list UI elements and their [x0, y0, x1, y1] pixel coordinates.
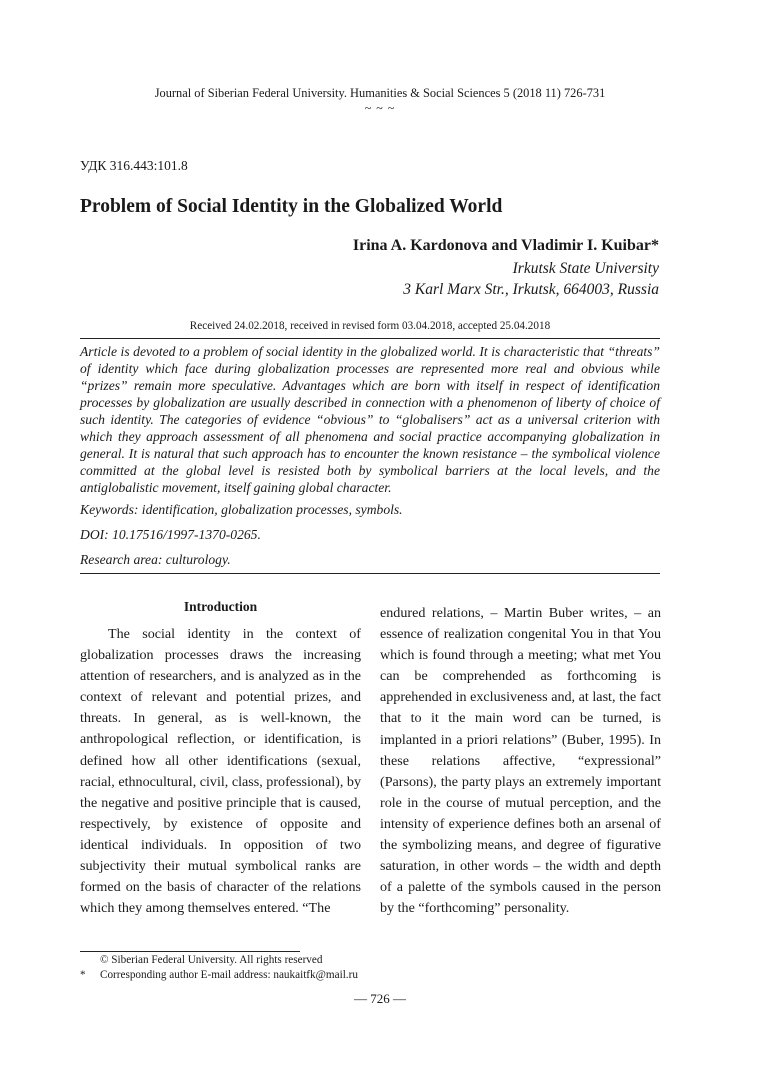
section-heading-introduction: Introduction — [183, 599, 258, 614]
intro-paragraph-continued: endured relations, – Martin Buber writes, – an essence of realization congenital You in that You which is found through a meeting; what met You can be comprehended as forthcoming is apprehended in exclusiveness and, at last, the fact that to it the main word can be turned, is implanted in a priori relations” (Buber, 1995). In these relations affective, “expressional” (Parsons), the party plays an extremely important role in the course of mutual perception, and the intensity of experience defines both an arsenal of the symbolizing means, and degree of figurative saturation, in other words – the width and depth of a palette of the symbols caused in the person by the “forthcoming” personality. — [380, 605, 661, 917]
keywords: Keywords: identification, globalization processes, symbols. — [80, 502, 403, 517]
abstract-top-rule — [80, 338, 660, 339]
affiliation — [403, 258, 659, 300]
research-area: Research area: culturology. — [80, 552, 231, 567]
footnote-star: * — [80, 969, 86, 981]
footnote-corresponding-author: Corresponding author E-mail address: naukaitfk@mail.ru — [100, 969, 358, 981]
received-dates: Received 24.02.2018, received in revised form 03.04.2018, accepted 25.04.2018 — [189, 320, 551, 332]
page-number: — 726 — — [354, 991, 406, 1006]
intro-paragraph: The social identity in the context of globalization processes draws the increasing attention of researchers, and is analyzed as in the context of relevant and potential prizes, and threats. In general, as is well-known, the anthropological reflection, or identification, is defined how all other identifications (sexual, racial, ethnocultural, civil, class, professional), by the negative and positive principle that is caused, respectively, by existence of opposite and identical individuals. In opposition of two subjectivity their mutual symbolical ranks are formed on the basis of character of the relations which they among themselves entered. “The — [80, 626, 362, 917]
affiliation-address: 3 Karl Marx Str., Irkutsk, 664003, Russia — [403, 281, 659, 298]
footnote-rule — [80, 951, 300, 952]
doi: DOI: 10.17516/1997-1370-0265. — [80, 527, 261, 542]
abstract: Article is devoted to a problem of social identity in the globalized world. It is characteristic that “threats” of identity which face during globalization processes are represented more real and obvious while “prizes” remain more speculative. Advantages which are born with itself in respect of identification processes by globalization are usually described in connection with a phenomenon of liberty of choice of such identity. The categories of evidence “obvious” to “globalisers” act as a universal criterion with which they approach assessment of all phenomena and social practice accompanying globalization in general. It is natural that such approach has to encounter the known resistance – the symbolical violence committed at the global level is resisted both by symbolical barriers at the local levels, and the antiglobalistic movement, itself gaining global character. — [80, 344, 660, 495]
authors: Irina A. Kardonova and Vladimir I. Kuibar* — [352, 237, 659, 254]
body-column-left — [80, 624, 361, 919]
abstract-bottom-rule — [80, 573, 660, 574]
body-column-right — [380, 603, 661, 919]
header-ornament: ~ ~ ~ — [364, 101, 396, 115]
journal-header: Journal of Siberian Federal University. Humanities & Social Sciences 5 (2018 11) 726-731 — [154, 86, 606, 100]
article-title: Problem of Social Identity in the Globalized World — [80, 196, 503, 217]
footnote-copyright: © Siberian Federal University. All rights reserved — [100, 954, 323, 966]
affiliation-institution: Irkutsk State University — [512, 260, 659, 277]
udk-code: УДК 316.443:101.8 — [80, 158, 188, 173]
